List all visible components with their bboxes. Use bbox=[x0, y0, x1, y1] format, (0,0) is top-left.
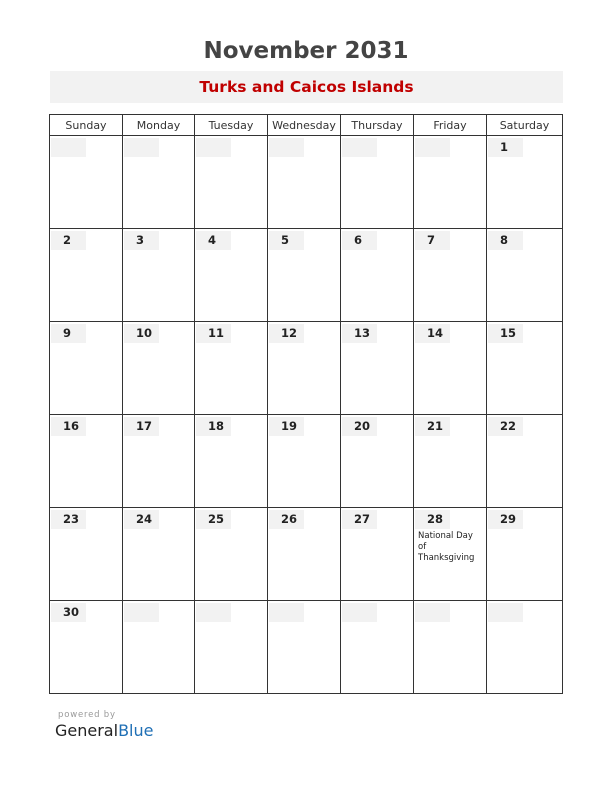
calendar-title: November 2031 bbox=[203, 38, 409, 64]
day-cell bbox=[341, 322, 414, 415]
day-cell bbox=[195, 229, 268, 322]
day-number: 1 bbox=[488, 138, 523, 157]
day-cell bbox=[414, 601, 487, 694]
day-number: 9 bbox=[51, 324, 86, 343]
day-cell bbox=[268, 508, 341, 601]
day-number: 17 bbox=[124, 417, 159, 436]
day-cell bbox=[341, 601, 414, 694]
day-number bbox=[342, 138, 377, 157]
week-row bbox=[50, 415, 563, 508]
day-number bbox=[415, 138, 450, 157]
day-number: 2 bbox=[51, 231, 86, 250]
day-number: 19 bbox=[269, 417, 304, 436]
day-cell bbox=[487, 229, 563, 322]
day-cell bbox=[268, 136, 341, 229]
day-number: 10 bbox=[124, 324, 159, 343]
day-number: 22 bbox=[488, 417, 523, 436]
day-cell bbox=[50, 415, 123, 508]
brand-logo[interactable] bbox=[55, 721, 153, 740]
weekday-header-row bbox=[50, 115, 563, 136]
day-number: 28 bbox=[415, 510, 450, 529]
day-number: 6 bbox=[342, 231, 377, 250]
day-cell bbox=[341, 508, 414, 601]
day-number: 11 bbox=[196, 324, 231, 343]
day-number: 12 bbox=[269, 324, 304, 343]
day-number: 8 bbox=[488, 231, 523, 250]
day-cell bbox=[487, 601, 563, 694]
day-number bbox=[342, 603, 377, 622]
day-number: 16 bbox=[51, 417, 86, 436]
weekday-header: Friday bbox=[414, 115, 487, 136]
day-cell bbox=[195, 322, 268, 415]
day-cell bbox=[195, 415, 268, 508]
day-number: 23 bbox=[51, 510, 86, 529]
day-cell bbox=[268, 322, 341, 415]
day-number: 26 bbox=[269, 510, 304, 529]
day-cell bbox=[195, 508, 268, 601]
day-number bbox=[415, 603, 450, 622]
day-cell bbox=[414, 508, 487, 601]
day-number bbox=[488, 603, 523, 622]
day-cell bbox=[123, 601, 195, 694]
day-number bbox=[51, 138, 86, 157]
day-cell bbox=[195, 601, 268, 694]
day-cell bbox=[50, 508, 123, 601]
week-row bbox=[50, 136, 563, 229]
day-cell bbox=[487, 508, 563, 601]
day-number bbox=[269, 603, 304, 622]
brand-blue: Blue bbox=[118, 721, 154, 740]
day-number: 4 bbox=[196, 231, 231, 250]
day-cell bbox=[341, 415, 414, 508]
day-number: 7 bbox=[415, 231, 450, 250]
day-cell bbox=[123, 415, 195, 508]
day-number: 13 bbox=[342, 324, 377, 343]
day-cell bbox=[268, 601, 341, 694]
weekday-header: Tuesday bbox=[195, 115, 268, 136]
day-number: 14 bbox=[415, 324, 450, 343]
day-number: 30 bbox=[51, 603, 86, 622]
powered-by-text: powered by bbox=[58, 710, 116, 720]
day-cell bbox=[50, 322, 123, 415]
week-row bbox=[50, 508, 563, 601]
country-name: Turks and Caicos Islands bbox=[50, 71, 563, 103]
calendar-grid bbox=[49, 114, 563, 694]
day-cell bbox=[50, 136, 123, 229]
day-cell bbox=[123, 322, 195, 415]
weekday-header: Thursday bbox=[341, 115, 414, 136]
day-cell bbox=[487, 322, 563, 415]
day-cell bbox=[50, 601, 123, 694]
day-number: 29 bbox=[488, 510, 523, 529]
day-number bbox=[196, 138, 231, 157]
weekday-header: Saturday bbox=[487, 115, 563, 136]
day-number bbox=[124, 138, 159, 157]
day-cell bbox=[487, 415, 563, 508]
day-number: 5 bbox=[269, 231, 304, 250]
week-row bbox=[50, 601, 563, 694]
day-cell bbox=[268, 229, 341, 322]
day-number: 18 bbox=[196, 417, 231, 436]
day-cell bbox=[414, 322, 487, 415]
day-cell bbox=[341, 136, 414, 229]
week-row bbox=[50, 322, 563, 415]
day-cell bbox=[123, 136, 195, 229]
day-number: 27 bbox=[342, 510, 377, 529]
day-cell bbox=[341, 229, 414, 322]
day-cell bbox=[414, 136, 487, 229]
day-number: 20 bbox=[342, 417, 377, 436]
day-cell bbox=[123, 508, 195, 601]
day-cell bbox=[195, 136, 268, 229]
day-cell bbox=[123, 229, 195, 322]
day-cell bbox=[50, 229, 123, 322]
week-row bbox=[50, 229, 563, 322]
holiday-event: National Day of Thanksgiving bbox=[418, 531, 475, 563]
weekday-header: Sunday bbox=[50, 115, 123, 136]
day-cell bbox=[414, 415, 487, 508]
day-cell bbox=[268, 415, 341, 508]
day-cell bbox=[414, 229, 487, 322]
day-number bbox=[196, 603, 231, 622]
weekday-header: Wednesday bbox=[268, 115, 341, 136]
day-number: 25 bbox=[196, 510, 231, 529]
day-number: 21 bbox=[415, 417, 450, 436]
day-number: 24 bbox=[124, 510, 159, 529]
day-number: 3 bbox=[124, 231, 159, 250]
day-number bbox=[124, 603, 159, 622]
day-number bbox=[269, 138, 304, 157]
day-number: 15 bbox=[488, 324, 523, 343]
weekday-header: Monday bbox=[123, 115, 195, 136]
day-cell bbox=[487, 136, 563, 229]
brand-general: General bbox=[55, 721, 119, 740]
